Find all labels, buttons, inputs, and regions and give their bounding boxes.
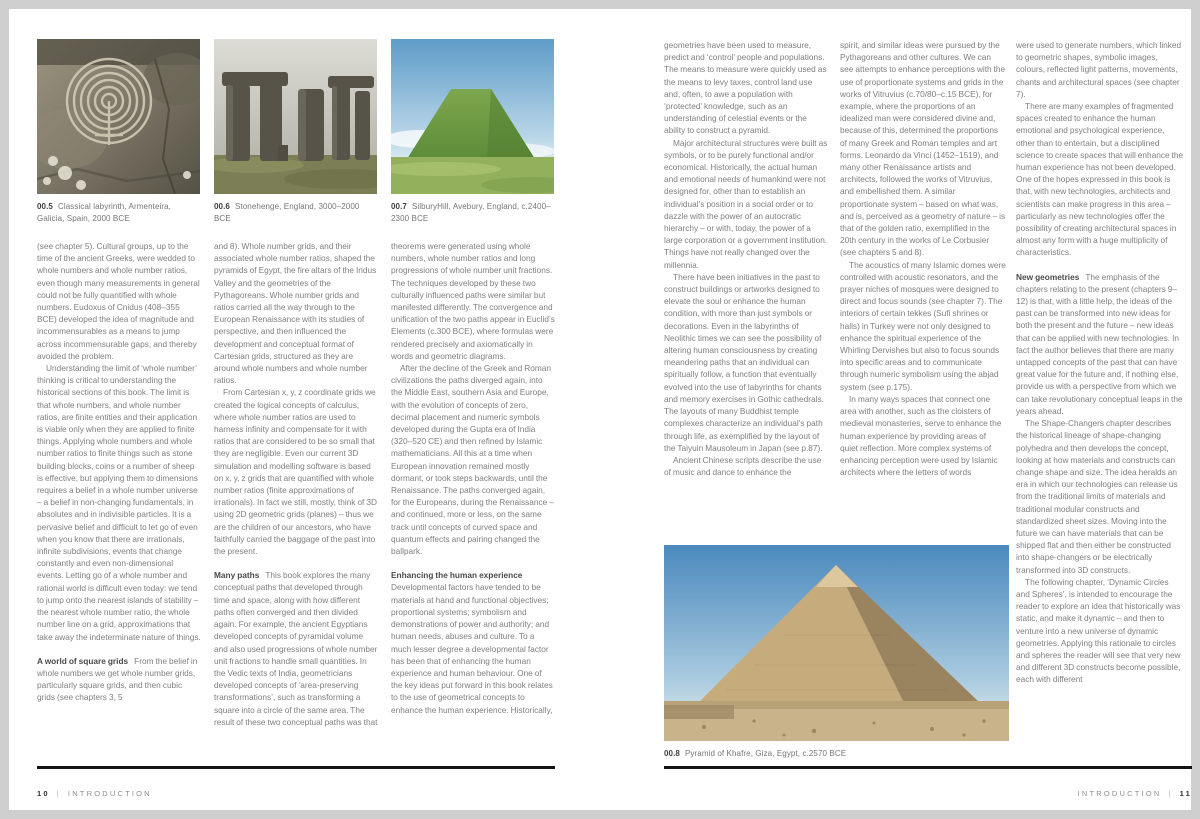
paragraph: Ancient Chinese scripts describe the use of music and dance to enhance the xyxy=(664,454,822,478)
paragraph: theorems were generated using whole numbers, whole number ratios and long progressions of whole number unit fractions. The techniques developed by these two culturally influenced paths were similar but manifested differently. The convergence and unification of the two paths appear in Euclid’s Elements (c.300 BCE), where formulas were rendered precisely and axiomatically in words and geometric diagrams. xyxy=(391,241,555,361)
paragraph: (see chapter 5). Cultural groups, up to the time of the ancient Greeks, were wedded to whole numbers and whole number ratios, even though many measurements in general could not be fully quantified with whole numbers. Eudoxus of Cnidus (408–355 BCE) developed the idea of magnitude and incommensurables as a means to jump across incommensurable gaps, and thereby avoided the problem. xyxy=(37,241,200,361)
figure-number: 00.5 xyxy=(37,202,53,211)
paragraph: After the decline of the Greek and Roman civilizations the paths diverged again, into the Middle East, southern Asia and Europe, with the evolution of concepts of zero, decimal placement and numeric symbols developed during the Gupta era of India (320–520 CE) and then refined by Islamic mathematicians. All this at a time when European innovation remained mostly dormant, or took steps backwards, until the Renaissance. The paths converged again, for the Europeans, during the Renaissance – and continued, more or less, on the same track until concepts of curved space and quantum effects and pairing changed the ballpark. xyxy=(391,363,554,557)
figure-caption-00-6 xyxy=(214,201,377,224)
paragraph: The acoustics of many Islamic domes were controlled with acoustic resonators, and the prayer niches of mosques were designed to direct and focus sounds (see chapter 7). The interiors of certain tekkes (Sufi shrines or halls) in Turkey were not only designed to enhance the spiritual experience of the Whirling Dervishes but also to focus sounds into specific areas and to communicate through numeric symbolism using the abjad system (see p.175). xyxy=(840,259,1006,392)
paragraph: There have been initiatives in the past to construct buildings or artworks designed to elevate the soul or enhance the human condition, with more than just symbols or decorations. Even in the labyrinths of Neolithic times we can see the possibility of altering human consciousness by creating meandering paths that an individual can spiritually follow, a function that eventually evolved into the use of labyrinths for chants and memory exercises in Gothic cathedrals. The layouts of many Buddhist temple complexes characterize an individual’s path through life, as exemplified by the layout of the Taiyuin Mausoleum in Japan (see p.87). xyxy=(664,271,824,453)
paragraph: geometries have been used to measure, predict and ‘control’ people and populations. The means to measure were quickly used as the means to levy taxes, control land use and, often, to awe a population with ‘protected’ knowledge, such as an understanding of celestial events or the ability to construct a pyramid. xyxy=(664,40,827,136)
book-spread xyxy=(9,9,1191,810)
paragraph: In many ways spaces that connect one area with another, such as the cloisters of medieval monasteries, serve to enhance the human experience by providing areas of quiet reflection. More complex systems of enhancing perception were used by Islamic architects where the letters of words xyxy=(840,393,1002,478)
footer-divider: | xyxy=(1168,789,1173,798)
paragraph: Understanding the limit of ‘whole number’ thinking is critical to understanding the historical sections of this book. The limit is that whole numbers, and whole number ratios, are finite entities and their application is viable only when they are applied to finite things. Applying whole numbers and whole number ratios to finite things such as stone building blocks, coins or a number of sheep is effective, but applying them to dimensions requires a belief in a whole number universe – a belief in non-changing fundamentals, in absolutes and in indivisible particles. It is a pervasive belief and difficult to let go of even when you know that there are irrationals, infinite subdivisions, events that change constantly and even non-dimensional events. Letting go of a whole number and rational world is difficult even today: we tend to jump onto the nearest islands of stability – the nearest whole number ratio, the whole number line on a grid, approximations that take away the indeterminate nature of things. xyxy=(37,363,201,642)
left-page-number: 10 xyxy=(37,789,50,798)
paragraph: The Shape-Changers chapter describes the historical lineage of shape-changing polyhedra and then develops the concept, looking at how materials and constructs can change shape and size. The idea heralds an era in which our technologies can release us from the traditional limits of materials and traditional modular constructs and standardized sheet sizes. Moving into the future we can have materials that can be shipped flat and then either be constructed into shape-changers or be electrically transformed into 3D constructs. xyxy=(1016,418,1178,575)
section-heading: Many paths xyxy=(214,570,260,581)
left-page-footer xyxy=(37,789,152,798)
figure-caption-text: Stonehenge, England, 3000–2000 BCE xyxy=(214,202,360,223)
figure-silbury-hill xyxy=(391,39,554,194)
right-text-column-3 xyxy=(1016,39,1184,763)
left-text-column-1 xyxy=(37,240,201,763)
paragraph: The following chapter, ‘Dynamic Circles and Spheres’, is intended to encourage the reader to explore an idea that historically was static, and make it dynamic – and then to venture into a new universe of dynamic geometries. Applying this rationale to circles and spheres the reader will see that very new and different 3D constructs become possible, each with different xyxy=(1016,576,1181,685)
figure-caption-text: Classical labyrinth, Armenteira, Galicia, Spain, 2000 BCE xyxy=(37,202,172,223)
paragraph: and 8). Whole number grids, and their associated whole number ratios, shaped the pyramids of Egypt, the fire altars of the Indus Valley and the geometries of the Pythagoreans. Whole number grids and ratios carried all the way through to the European Renaissance with its studies of perspective, and then influenced the development and conceptual format of Cartesian grids, structured as they are around whole numbers and whole number ratios. xyxy=(214,241,377,386)
left-footer-rule xyxy=(37,766,555,769)
figure-stonehenge xyxy=(214,39,377,194)
figure-caption-00-8 xyxy=(664,748,1009,760)
figure-caption-00-7 xyxy=(391,201,554,224)
footer-divider: | xyxy=(56,789,61,798)
section-heading: Enhancing the human experience xyxy=(391,570,523,581)
figure-number: 00.8 xyxy=(664,749,680,758)
figure-number: 00.6 xyxy=(214,202,230,211)
left-text-column-2 xyxy=(214,240,378,763)
figure-number: 00.7 xyxy=(391,202,407,211)
right-text-column-2 xyxy=(840,39,1006,537)
figure-caption-text: Pyramid of Khafre, Giza, Egypt, c.2570 BCE xyxy=(684,749,847,758)
paragraph: From Cartesian x, y, z coordinate grids we created the logical concepts of calculus, where whole number ratios are used to harness infinity and compensate for it with ratios that are considered to be so small that they are negligible. Even our current 3D simulation and modelling software is based on x, y, z grids that are quantified with whole number ratios (finite approximations of irrationals). In fact we still, mostly, think of 3D using 2D geometric grids (planes) – thus we are the children of our ancestors, who have faithfully carried the baggage of the past into the present. xyxy=(214,387,377,557)
left-footer-label: INTRODUCTION xyxy=(67,789,152,798)
paragraph: There are many examples of fragmented spaces created to enhance the human emotional and psychological experience, other than to entertain, but a disciplined science to create spaces that will enhance the human experience has not been developed. One of the hopes expressed in this book is that, with new technologies, architects and scientists can make progress in this area – particularly as new technologies offer the possibility of creating architectural spaces in almost any form with a huge multiplicity of characteristics. xyxy=(1016,101,1184,258)
paragraph: Many paths This book explores the many conceptual paths that developed through time and space, along with how different paths often converged and then divided again. For example, the ancient Egyptians developed concepts of pyramidal volume and also used progressions of whole number unit fractions to handle small quantities. In the Vedic texts of India, geometricians developed concepts of ‘area-preserving transformations’, such as transforming a square into a circle of the same area. The result of these two conceptual paths was that xyxy=(214,570,378,727)
paragraph: A world of square grids From the belief in whole numbers we get whole number grids, particularly square grids, and then cubic grids (see chapters 3, 5 xyxy=(37,655,198,703)
right-footer-rule xyxy=(664,766,1192,769)
stonehenge-photo-image xyxy=(214,39,377,194)
right-footer-label: INTRODUCTION xyxy=(1077,789,1162,798)
figure-labyrinth xyxy=(37,39,200,194)
left-text-column-3 xyxy=(391,240,555,763)
section-heading: New geometries xyxy=(1016,271,1080,282)
silbury-hill-photo-image xyxy=(391,39,554,194)
section-heading: A world of square grids xyxy=(37,655,129,666)
paragraph: were used to generate numbers, which linked to geometric shapes, symbolic images, colours, reflected light patterns, movements, chants and architectural spaces (see chapter 7). xyxy=(1016,40,1182,99)
paragraph: New geometries The emphasis of the chapters relating to the present (chapters 9–12) is that, with a little help, the ideas of the past can be transformed into new ideas for both the present and the future – new ideas that can be applied with new technologies. In fact the author believes that there are many untapped concepts of the past that can have great value for the future and, if nothing else, provide us with a perspective from which we can take revolutionary conceptual leaps in the years ahead. xyxy=(1016,271,1183,416)
labyrinth-photo-image xyxy=(37,39,200,194)
paragraph: Major architectural structures were built as symbols, or to be purely functional and/or economical. Historically, the actual human and emotional needs of humankind were not designed for, other than to establish an individual’s position in a social order or to dazzle with the power of an autocratic hierarchy – or with, today, the power of a large corporation or a government institution. Things have not really changed over the millennia. xyxy=(664,137,828,270)
right-page-footer xyxy=(664,789,1192,798)
right-page-number: 11 xyxy=(1179,789,1192,798)
figure-caption-00-5 xyxy=(37,201,200,224)
pyramid-photo-image xyxy=(664,545,1009,741)
figure-pyramid xyxy=(664,545,1009,741)
paragraph: Enhancing the human experience Developmental factors have tended to be materials at hand and functional objectives; proportional systems; symbolism and demonstrations of power and authority; and human needs, abuses and culture. To a much lesser degree a developmental factor has been that of enhancing the human experience and human behaviour. One of the key ideas put forward in this book relates to the use of geometrical concepts to enhance the human experience. Historically, xyxy=(391,569,555,715)
figure-caption-text: SilburyHill, Avebury, England, c.2400–2300 BCE xyxy=(391,202,551,223)
paragraph: spirit, and similar ideas were pursued by the Pythagoreans and other cultures. We can see attempts to enhance perceptions with the use of proportionate systems and grids in the works of Vitruvius (c.70/80–c.15 BCE), for example, where the proportions of an idealized man were considered divine and, because of this, determined the proportions of many Greek and Roman temples and art forms. Leonardo da Vinci (1452–1519), and many other Renaissance artists and architects, followed the works of Vitruvius, and embellished them. A similar proportionate system – based on what was, and is, perceived as a geometry of nature – is that of the golden ratio, exemplified in the 20th century in the works of Le Corbusier (see chapters 5 and 8). xyxy=(840,40,1006,258)
right-text-column-1 xyxy=(664,39,830,537)
